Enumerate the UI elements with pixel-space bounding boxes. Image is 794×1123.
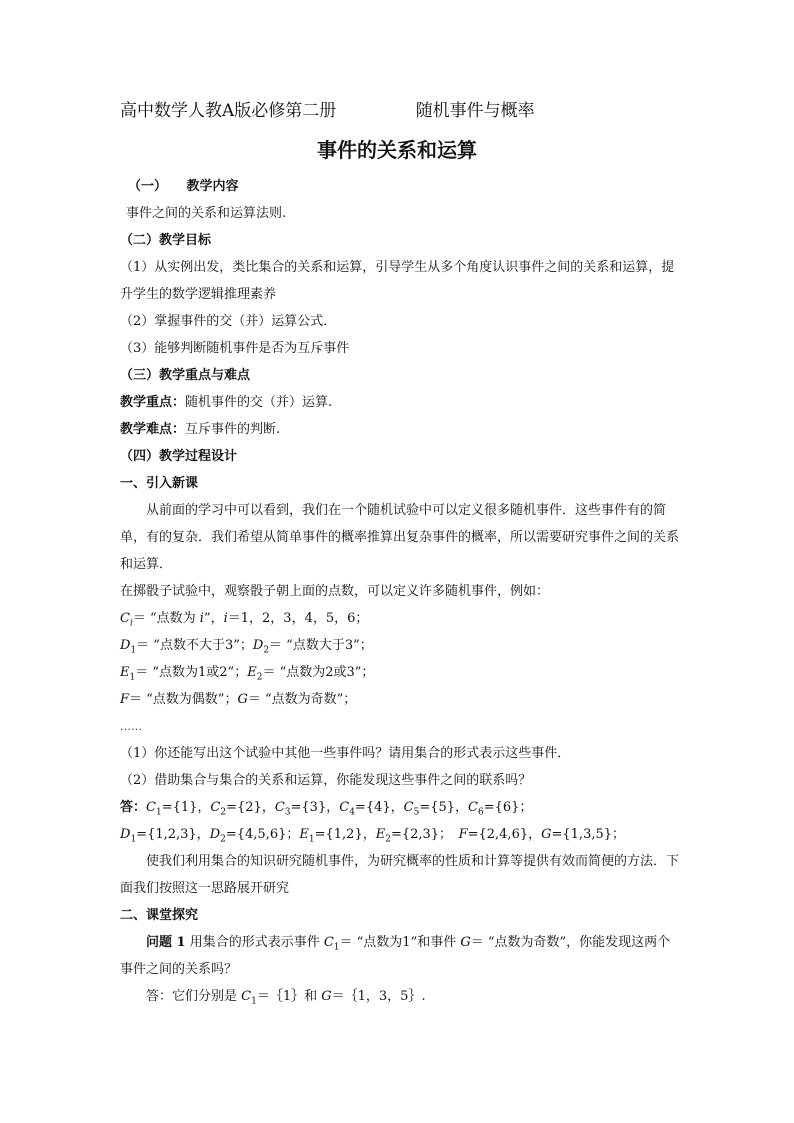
difficulty-line	[120, 416, 680, 443]
goal-2: （2）掌握事件的交（并）运算公式．	[120, 314, 337, 329]
teaching-content-text: 事件之间的关系和运算法则.	[126, 206, 287, 221]
event-d-definition: $D_1=$ “点数不大于3”；$D_2=$ “点数大于3”；	[120, 638, 373, 656]
header-book-title: 高中数学人教A版必修第二册	[120, 101, 337, 121]
answer-1-prefix: 答：它们分别是	[146, 989, 242, 1004]
answer-sets-line-1: 答：$C_1=\{1\}$，$C_2=\{2\}$，$C_3=\{3\}$，$C_4=\{4\}$，$C_5=\{5\}$，$C_6=\{6\}$；	[120, 800, 533, 818]
page-header	[120, 96, 535, 121]
answer-label: 答：	[120, 800, 147, 815]
goal-3: （3）能够判断随机事件是否为互斥事件	[120, 341, 350, 356]
event-c-definition: $C_i=$ “点数为 i”，i＝1，2，3，4，5，6；	[120, 611, 369, 629]
section-teaching-goals-title: （二）教学目标	[120, 233, 212, 248]
event-f-g-definition: F＝ “点数为偶数”；G＝ “点数为奇数”；	[120, 692, 357, 707]
answer-sets-line-2: $D_1=\{1,2,3\}$，$D_2=\{4,5,6\}$；$E_1=\{1,2\}$，$E_2=\{2,3\}$； F={2,4,6}，G={1,3,5}；	[120, 827, 626, 845]
lesson-title: 事件的关系和运算	[317, 138, 477, 162]
difficulty-text: 互斥事件的判断.	[185, 422, 281, 437]
lesson-content	[120, 173, 680, 1010]
part-1-title: 一、引入新课	[120, 476, 199, 491]
section-process-title: （四）教学过程设计	[120, 449, 238, 464]
goal-1: （1）从实例出发，类比集合的关系和运算，引导学生从多个角度认识事件之间的关系和运算，提升学生的数学逻辑推理素养	[120, 260, 675, 302]
event-e-definition: $E_1=$ “点数为1或2”；$E_2=$ “点数为2或3”；	[120, 665, 375, 683]
key-point-text: 随机事件的交（并）运算.	[185, 395, 333, 410]
part-2-title: 二、课堂探究	[120, 908, 199, 923]
problem-1-label: 问题 1	[146, 935, 186, 950]
answer-1: 答：它们分别是 $C_1=\{1\}$和 G＝｛1，3，5｝.	[146, 989, 426, 1007]
key-point-label: 教学重点：	[120, 395, 186, 410]
question-1: （1）你还能写出这个试验中其他一些事件吗？请用集合的形式表示这些事件．	[120, 746, 571, 761]
difficulty-label: 教学难点：	[120, 422, 186, 437]
method-paragraph: 使我们利用集合的知识研究随机事件，为研究概率的性质和计算等提供有效而简便的方法．下面我们按照这一思路展开研究	[120, 854, 680, 896]
header-chapter-title: 随机事件与概率	[415, 101, 535, 121]
section-teaching-content-title: （一） 教学内容	[128, 179, 239, 194]
dice-experiment-line: 在掷骰子试验中，观察骰子朝上面的点数，可以定义许多随机事件，例如：	[120, 584, 550, 599]
key-point-line	[120, 389, 680, 416]
intro-paragraph: 从前面的学习中可以看到，我们在一个随机试验中可以定义很多随机事件．这些事件有的简单，有的复杂．我们希望从简单事件的概率推算出复杂事件的概率，所以需要研究事件之间的关系和运算．	[120, 503, 680, 572]
problem-1: 问题 1 用集合的形式表示事件 $C_1=$ “点数为1”和事件 G＝ “点数为奇数”，你能发现这两个事件之间的关系吗？	[120, 935, 671, 977]
ellipsis-line: ……	[120, 720, 142, 733]
question-2: （2）借助集合与集合的关系和运算，你能发现这些事件之间的联系吗？	[120, 773, 532, 788]
section-key-points-title: （三）教学重点与难点	[120, 368, 251, 383]
